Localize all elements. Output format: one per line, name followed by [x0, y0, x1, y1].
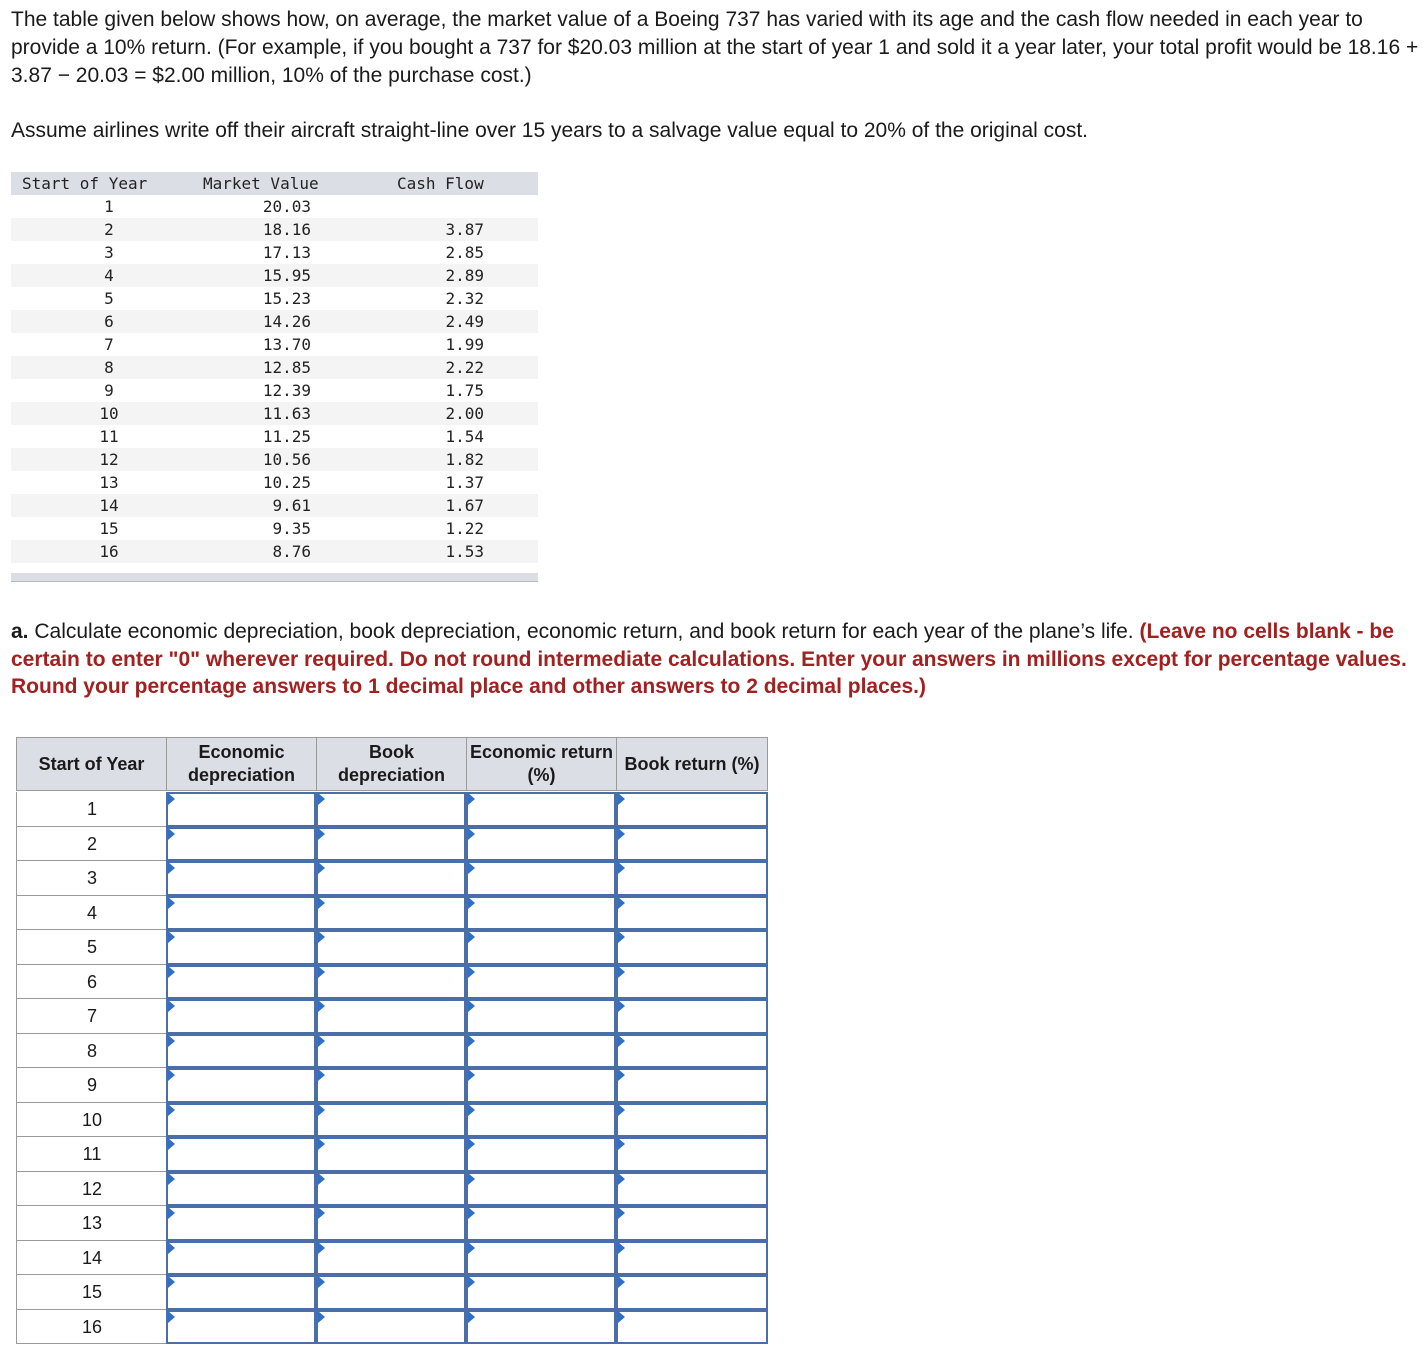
cash-flow-cell: 1.75: [445, 381, 484, 400]
input-flag-icon: [468, 793, 475, 805]
economic-return-input[interactable]: [466, 1034, 616, 1069]
header-start-of-year: Start of Year: [22, 174, 148, 193]
table-row: [11, 494, 538, 517]
input-flag-icon: [168, 897, 175, 909]
grid-year-cell: 16: [16, 1310, 167, 1345]
input-flag-icon: [168, 1207, 175, 1219]
input-flag-icon: [618, 1104, 625, 1116]
year-cell: 9: [104, 381, 114, 400]
input-flag-icon: [618, 897, 625, 909]
book-depreciation-input[interactable]: [316, 792, 466, 827]
book-depreciation-input[interactable]: [316, 1241, 466, 1276]
input-flag-icon: [168, 1000, 175, 1012]
book-depreciation-input[interactable]: [316, 861, 466, 896]
book-return-input[interactable]: [616, 1068, 768, 1103]
grid-year-cell: 9: [16, 1068, 167, 1103]
economic-return-input[interactable]: [466, 827, 616, 862]
grid-year-cell: 8: [16, 1034, 167, 1069]
input-flag-icon: [168, 1276, 175, 1288]
cash-flow-cell: 1.82: [445, 450, 484, 469]
year-cell: 12: [99, 450, 119, 469]
economic-depreciation-input[interactable]: [166, 1103, 316, 1138]
input-flag-icon: [618, 1069, 625, 1081]
year-cell: 4: [104, 266, 114, 285]
economic-return-input[interactable]: [466, 1275, 616, 1310]
market-value-cell: 20.03: [262, 197, 311, 216]
grid-year-cell: 11: [16, 1137, 167, 1172]
cash-flow-cell: 1.99: [445, 335, 484, 354]
year-cell: 14: [99, 496, 119, 515]
cash-flow-cell: 1.53: [445, 542, 484, 561]
book-return-input[interactable]: [616, 965, 768, 1000]
input-flag-icon: [618, 966, 625, 978]
question-label: a.: [11, 620, 29, 643]
table-row: [11, 471, 538, 494]
input-flag-icon: [618, 862, 625, 874]
economic-depreciation-input[interactable]: [166, 1068, 316, 1103]
input-flag-icon: [318, 828, 325, 840]
input-flag-icon: [618, 793, 625, 805]
table-row: [11, 540, 538, 563]
year-cell: 1: [104, 197, 114, 216]
input-flag-icon: [468, 1276, 475, 1288]
economic-return-input[interactable]: [466, 1137, 616, 1172]
economic-return-input[interactable]: [466, 1206, 616, 1241]
input-flag-icon: [468, 966, 475, 978]
economic-depreciation-input[interactable]: [166, 896, 316, 931]
economic-return-input[interactable]: [466, 1310, 616, 1345]
input-flag-icon: [618, 1138, 625, 1150]
book-return-input[interactable]: [616, 896, 768, 931]
input-flag-icon: [318, 1035, 325, 1047]
cash-flow-cell: 2.89: [445, 266, 484, 285]
grid-header-economic-return: Economic return (%): [466, 737, 617, 791]
cash-flow-cell: 1.54: [445, 427, 484, 446]
grid-year-cell: 12: [16, 1172, 167, 1207]
market-value-cell: 13.70: [262, 335, 311, 354]
input-flag-icon: [318, 793, 325, 805]
input-flag-icon: [318, 1173, 325, 1185]
input-flag-icon: [318, 897, 325, 909]
input-flag-icon: [168, 793, 175, 805]
input-flag-icon: [618, 1207, 625, 1219]
grid-year-cell: 1: [16, 792, 167, 827]
book-return-input[interactable]: [616, 1275, 768, 1310]
economic-return-input[interactable]: [466, 999, 616, 1034]
grid-year-cell: 4: [16, 896, 167, 931]
year-cell: 11: [99, 427, 119, 446]
input-flag-icon: [168, 1035, 175, 1047]
table-header-row: [11, 172, 538, 195]
input-flag-icon: [318, 1069, 325, 1081]
input-flag-icon: [468, 862, 475, 874]
book-return-input[interactable]: [616, 861, 768, 896]
economic-depreciation-input[interactable]: [166, 1206, 316, 1241]
market-value-cell: 11.25: [262, 427, 311, 446]
market-value-cell: 10.56: [262, 450, 311, 469]
economic-depreciation-input[interactable]: [166, 965, 316, 1000]
economic-depreciation-input[interactable]: [166, 1241, 316, 1276]
answer-grid: [16, 737, 768, 1344]
year-cell: 3: [104, 243, 114, 262]
market-value-cell: 15.23: [262, 289, 311, 308]
input-flag-icon: [168, 1069, 175, 1081]
grid-header-economic-depreciation: Economic depreciation: [166, 737, 317, 791]
table-row: [11, 241, 538, 264]
year-cell: 5: [104, 289, 114, 308]
market-value-cell: 10.25: [262, 473, 311, 492]
cash-flow-cell: 1.22: [445, 519, 484, 538]
economic-depreciation-input[interactable]: [166, 999, 316, 1034]
input-flag-icon: [468, 1000, 475, 1012]
table-row: [11, 448, 538, 471]
intro-paragraph: The table given below shows how, on average, the market value of a Boeing 737 has varied with its age and the cash flow needed in each year to provide a 10% return. (For example, if you bought a 737 for $20.03 million at the start of year 1 and sold it a year later, your total profit would be 18.16 + 3.87 − 20.03 = $2.00 million, 10% of the purchase cost.): [11, 8, 1419, 87]
market-value-cell: 14.26: [262, 312, 311, 331]
input-flag-icon: [168, 966, 175, 978]
table-row: [11, 218, 538, 241]
grid-header-book-return: Book return (%): [616, 737, 768, 791]
year-cell: 16: [99, 542, 119, 561]
table-row: [11, 333, 538, 356]
economic-depreciation-input[interactable]: [166, 827, 316, 862]
year-cell: 7: [104, 335, 114, 354]
input-flag-icon: [618, 1276, 625, 1288]
market-value-cell: 12.85: [262, 358, 311, 377]
book-depreciation-input[interactable]: [316, 1068, 466, 1103]
book-depreciation-input[interactable]: [316, 1034, 466, 1069]
year-cell: 10: [99, 404, 119, 423]
market-value-cell: 15.95: [262, 266, 311, 285]
book-depreciation-input[interactable]: [316, 1172, 466, 1207]
input-flag-icon: [168, 1242, 175, 1254]
cash-flow-cell: 2.22: [445, 358, 484, 377]
economic-return-input[interactable]: [466, 1068, 616, 1103]
input-flag-icon: [468, 828, 475, 840]
header-market-value: Market Value: [203, 174, 319, 193]
table-row: [11, 310, 538, 333]
table-row: [11, 402, 538, 425]
economic-return-input[interactable]: [466, 896, 616, 931]
input-flag-icon: [168, 1173, 175, 1185]
question-text: Calculate economic depreciation, book depreciation, economic return, and book return for each year of the plane’s life.: [34, 620, 1134, 643]
book-return-input[interactable]: [616, 1206, 768, 1241]
market-value-cell: 9.35: [272, 519, 311, 538]
book-depreciation-input[interactable]: [316, 827, 466, 862]
grid-header-start-of-year: Start of Year: [16, 737, 167, 791]
table-row: [11, 287, 538, 310]
input-flag-icon: [168, 862, 175, 874]
input-flag-icon: [318, 1000, 325, 1012]
input-flag-icon: [468, 1173, 475, 1185]
table-row: [11, 517, 538, 540]
economic-return-input[interactable]: [466, 861, 616, 896]
input-flag-icon: [318, 1242, 325, 1254]
market-value-cell: 11.63: [262, 404, 311, 423]
input-flag-icon: [468, 1069, 475, 1081]
book-depreciation-input[interactable]: [316, 1103, 466, 1138]
input-flag-icon: [168, 1104, 175, 1116]
economic-depreciation-input[interactable]: [166, 1137, 316, 1172]
grid-year-cell: 10: [16, 1103, 167, 1138]
input-flag-icon: [468, 1242, 475, 1254]
table-row: [11, 356, 538, 379]
market-value-cell: 8.76: [272, 542, 311, 561]
input-flag-icon: [318, 1276, 325, 1288]
input-flag-icon: [168, 931, 175, 943]
book-return-input[interactable]: [616, 1172, 768, 1207]
year-cell: 8: [104, 358, 114, 377]
grid-year-cell: 14: [16, 1241, 167, 1276]
input-flag-icon: [468, 1138, 475, 1150]
input-flag-icon: [468, 1311, 475, 1323]
cash-flow-cell: 1.67: [445, 496, 484, 515]
input-flag-icon: [168, 1138, 175, 1150]
market-value-cell: 18.16: [262, 220, 311, 239]
grid-year-cell: 6: [16, 965, 167, 1000]
input-flag-icon: [168, 1311, 175, 1323]
book-depreciation-input[interactable]: [316, 965, 466, 1000]
input-flag-icon: [318, 1207, 325, 1219]
input-flag-icon: [318, 1311, 325, 1323]
year-cell: 6: [104, 312, 114, 331]
book-return-input[interactable]: [616, 1034, 768, 1069]
cash-flow-cell: 2.49: [445, 312, 484, 331]
input-flag-icon: [618, 1311, 625, 1323]
economic-return-input[interactable]: [466, 1241, 616, 1276]
input-flag-icon: [468, 1035, 475, 1047]
economic-depreciation-input[interactable]: [166, 1275, 316, 1310]
table-footer-bar: [11, 573, 538, 582]
cash-flow-cell: 2.85: [445, 243, 484, 262]
cash-flow-cell: 1.37: [445, 473, 484, 492]
grid-year-cell: 5: [16, 930, 167, 965]
question-a: [11, 618, 1421, 701]
market-value-cell: 9.61: [272, 496, 311, 515]
book-depreciation-input[interactable]: [316, 930, 466, 965]
cash-flow-cell: 3.87: [445, 220, 484, 239]
book-depreciation-input[interactable]: [316, 1310, 466, 1345]
grid-year-cell: 2: [16, 827, 167, 862]
input-flag-icon: [618, 1000, 625, 1012]
book-return-input[interactable]: [616, 1241, 768, 1276]
grid-year-cell: 15: [16, 1275, 167, 1310]
economic-return-input[interactable]: [466, 1103, 616, 1138]
header-cash-flow: Cash Flow: [397, 174, 484, 193]
economic-depreciation-input[interactable]: [166, 930, 316, 965]
market-value-cell: 17.13: [262, 243, 311, 262]
input-flag-icon: [318, 966, 325, 978]
input-flag-icon: [168, 828, 175, 840]
book-return-input[interactable]: [616, 999, 768, 1034]
input-flag-icon: [318, 1138, 325, 1150]
cash-flow-cell: 2.32: [445, 289, 484, 308]
input-flag-icon: [318, 862, 325, 874]
table-row: [11, 425, 538, 448]
economic-depreciation-input[interactable]: [166, 1310, 316, 1345]
economic-return-input[interactable]: [466, 965, 616, 1000]
book-return-input[interactable]: [616, 930, 768, 965]
book-depreciation-input[interactable]: [316, 999, 466, 1034]
input-flag-icon: [618, 1035, 625, 1047]
book-depreciation-input[interactable]: [316, 1206, 466, 1241]
grid-year-cell: 7: [16, 999, 167, 1034]
book-return-input[interactable]: [616, 1310, 768, 1345]
cash-flow-cell: 2.00: [445, 404, 484, 423]
input-flag-icon: [618, 1242, 625, 1254]
input-flag-icon: [618, 1173, 625, 1185]
economic-depreciation-input[interactable]: [166, 792, 316, 827]
market-value-table: [11, 172, 538, 563]
table-row: [11, 264, 538, 287]
economic-depreciation-input[interactable]: [166, 1034, 316, 1069]
economic-return-input[interactable]: [466, 930, 616, 965]
book-return-input[interactable]: [616, 1137, 768, 1172]
input-flag-icon: [318, 931, 325, 943]
year-cell: 13: [99, 473, 119, 492]
economic-return-input[interactable]: [466, 792, 616, 827]
question-instructions: (Leave no cells blank - be certain to enter "0" wherever required. Do not round intermediate calculations. Enter your answers in millions except for percentage values. Round your percentage answers to 1 decimal place and other answers to 2 decimal places.): [11, 620, 1407, 698]
input-flag-icon: [468, 1207, 475, 1219]
input-flag-icon: [618, 931, 625, 943]
economic-depreciation-input[interactable]: [166, 861, 316, 896]
assumption-paragraph: Assume airlines write off their aircraft straight-line over 15 years to a salvage value equal to 20% of the original cost.: [11, 119, 1088, 142]
book-return-input[interactable]: [616, 1103, 768, 1138]
book-return-input[interactable]: [616, 827, 768, 862]
input-flag-icon: [618, 828, 625, 840]
book-depreciation-input[interactable]: [316, 1275, 466, 1310]
input-flag-icon: [468, 931, 475, 943]
year-cell: 2: [104, 220, 114, 239]
year-cell: 15: [99, 519, 119, 538]
book-return-input[interactable]: [616, 792, 768, 827]
input-flag-icon: [318, 1104, 325, 1116]
table-row: [11, 379, 538, 402]
market-value-cell: 12.39: [262, 381, 311, 400]
input-flag-icon: [468, 1104, 475, 1116]
grid-header-book-depreciation: Book depreciation: [316, 737, 467, 791]
grid-year-cell: 13: [16, 1206, 167, 1241]
book-depreciation-input[interactable]: [316, 1137, 466, 1172]
input-flag-icon: [468, 897, 475, 909]
table-row: [11, 195, 538, 218]
grid-year-cell: 3: [16, 861, 167, 896]
book-depreciation-input[interactable]: [316, 896, 466, 931]
economic-return-input[interactable]: [466, 1172, 616, 1207]
economic-depreciation-input[interactable]: [166, 1172, 316, 1207]
